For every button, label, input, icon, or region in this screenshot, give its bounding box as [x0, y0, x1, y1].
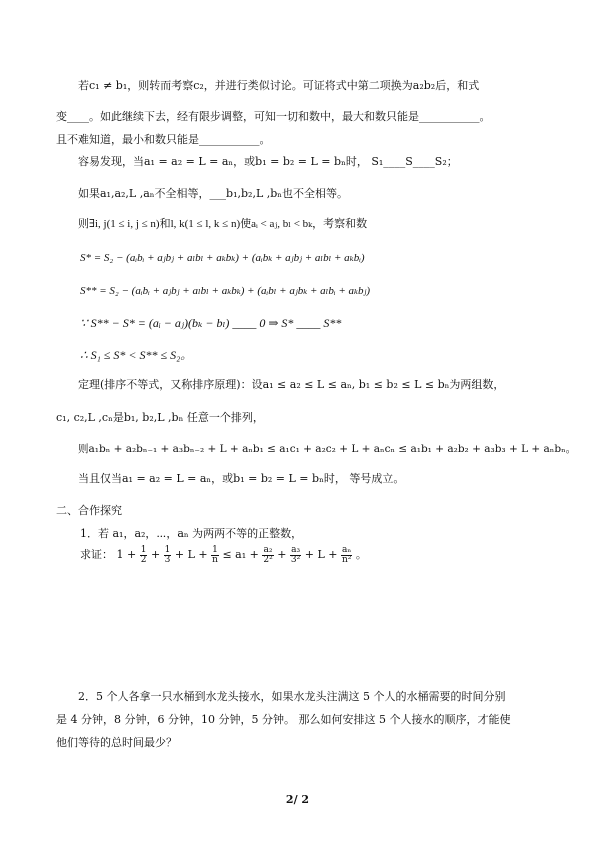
numerator: 1: [140, 544, 147, 555]
fraction-1-n: [211, 546, 219, 565]
numerator: 1: [212, 544, 218, 555]
section-heading: 二、合作探究: [56, 504, 122, 517]
numerator: aₙ: [342, 544, 352, 555]
proof-term: + L +: [174, 548, 212, 561]
problem-2-line-1: 2．5 个人各拿一只水桶到水龙头接水，如果水龙头注满这 5 个人的水桶需要的时间分别: [78, 690, 506, 703]
proof-term: ≤ a₁ +: [222, 548, 263, 561]
proof-term: +: [150, 548, 164, 561]
denominator: 2²: [263, 554, 273, 565]
numerator: a₂: [263, 544, 273, 555]
proof-term: 。: [355, 548, 367, 561]
text-line-1: 若c₁ ≠ b₁，则转而考察c₂，并进行类似讨论。可证将式中第二项换为a₂b₂后，和式: [78, 79, 480, 92]
problem-2-line-3: 他们等待的总时间最少？: [56, 736, 177, 749]
text-line-6: 则∃i, j(1 ≤ i, j ≤ n)和l, k(1 ≤ l, k ≤ n)使aᵢ < aⱼ, bₗ < bₖ，考察和数: [78, 218, 368, 230]
proof-term: +: [277, 548, 290, 561]
fraction-1-3: [164, 546, 172, 565]
numerator: 1: [164, 544, 171, 555]
theorem-line-4: 当且仅当a₁ = a₂ = L = aₙ，或b₁ = b₂ = L = bₙ时， 等号成立。: [78, 472, 405, 485]
text-line-4: 容易发现，当a₁ = a₂ = L = aₙ，或b₁ = b₂ = L = bₙ时， S₁____S____S₂；: [78, 155, 458, 168]
proof-label: 求证：: [80, 548, 113, 561]
page-number: 2/ 2: [285, 793, 310, 806]
theorem-line-3: 则a₁bₙ + a₂bₙ₋₁ + a₃bₙ₋₂ + L + aₙb₁ ≤ a₁c₁ + a₂c₂ + L + aₙcₙ ≤ a₁b₁ + a₂b₂ + a₃b₃ + L + aₙbₙ。: [78, 443, 577, 455]
fraction-1-2: [140, 546, 148, 565]
text-line-3: 且不难知道，最小和数只能是___________。: [56, 133, 271, 146]
formula-because: ∵ S** − S* = (aᵢ − aⱼ)(bₖ − bₗ) ____ 0 ⇒ S* ____ S**: [80, 316, 342, 330]
text-line-5: 如果a₁,a₂,L ,aₙ不全相等，___b₁,b₂,L ,bₙ也不全相等。: [78, 187, 349, 200]
denominator: n: [212, 554, 218, 565]
fraction-an: [341, 546, 352, 565]
proof-term: 1 +: [116, 548, 140, 561]
theorem-line-2: c₁, c₂,L ,cₙ是b₁, b₂,L ,bₙ 任意一个排列，: [56, 411, 264, 424]
fraction-a3: [290, 546, 301, 565]
numerator: a₃: [291, 544, 301, 555]
theorem-line-1: 定理(排序不等式，又称排序原理)：设a₁ ≤ a₂ ≤ L ≤ aₙ, b₁ ≤ b₂ ≤ L ≤ bₙ为两组数，: [78, 378, 505, 391]
proof-term: + L +: [304, 548, 341, 561]
formula-s-star: S* = S₂ − (aᵢbᵢ + aⱼbⱼ + aₗbₗ + aₖbₖ) + (aᵢbₖ + aⱼbⱼ + aₗbₗ + aₖbᵢ): [80, 252, 365, 264]
problem-1-statement: 1．若 a₁，a₂，⋯，aₙ 为两两不等的正整数，: [80, 527, 303, 540]
fraction-a2: [262, 546, 273, 565]
problem-1-proof-line: [80, 540, 367, 570]
denominator: 2: [140, 554, 147, 565]
formula-s-double-star: S** = S₂ − (aᵢbᵢ + aⱼbⱼ + aₗbₗ + aₖbₖ) + (aᵢbₗ + aⱼbₖ + aₗbᵢ + aₖbⱼ): [80, 285, 371, 297]
denominator: 3²: [290, 554, 301, 565]
text-line-2: 变____。如此继续下去，经有限步调整，可知一切和数中，最大和数只能是___________。: [56, 110, 491, 123]
denominator: n²: [341, 554, 352, 565]
formula-therefore: ∴ S₁ ≤ S* < S** ≤ S₂。: [80, 348, 193, 362]
problem-2-line-2: 是 4 分钟，8 分钟，6 分钟，10 分钟，5 分钟。 那么如何安排这 5 个人接水的顺序，才能使: [56, 713, 511, 726]
denominator: 3: [164, 554, 171, 565]
